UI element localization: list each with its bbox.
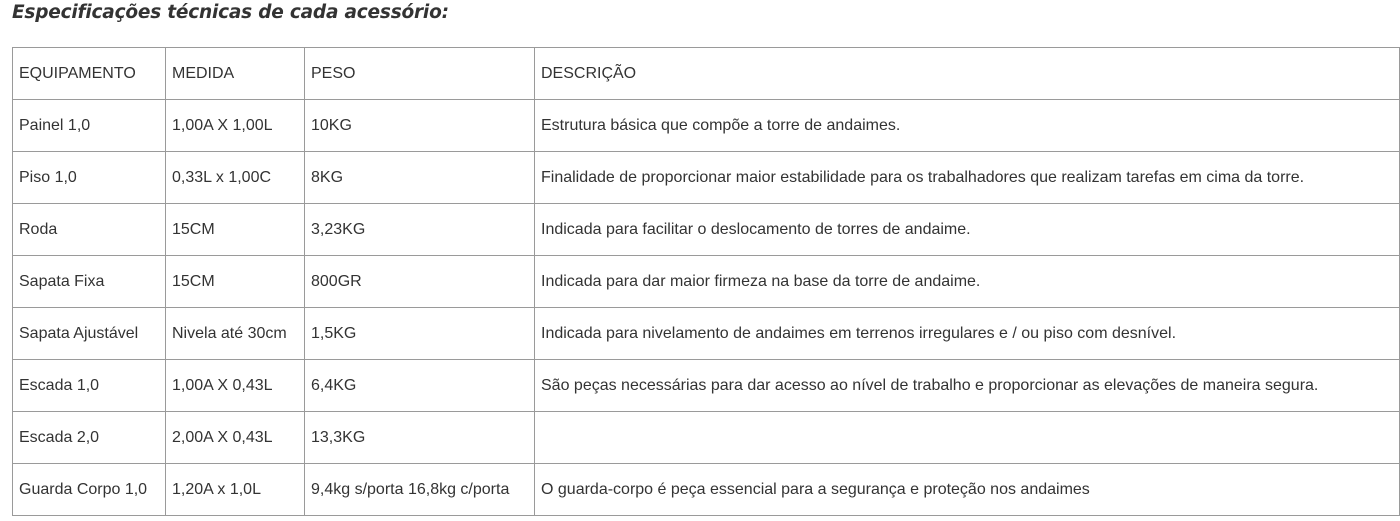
- table-body: [13, 48, 1400, 516]
- cell-peso: 10KG: [305, 100, 535, 152]
- cell-equipamento: Guarda Corpo 1,0: [13, 464, 166, 516]
- table-row: [13, 360, 1400, 412]
- table-row: [13, 100, 1400, 152]
- cell-descricao: Indicada para facilitar o deslocamento de torres de andaime.: [535, 204, 1400, 256]
- cell-equipamento: Piso 1,0: [13, 152, 166, 204]
- cell-medida: 1,00A X 0,43L: [166, 360, 305, 412]
- table-row: [13, 308, 1400, 360]
- cell-descricao: São peças necessárias para dar acesso ao nível de trabalho e proporcionar as elevações de maneira segura.: [535, 360, 1400, 412]
- cell-descricao: Estrutura básica que compõe a torre de andaimes.: [535, 100, 1400, 152]
- header-descricao: DESCRIÇÃO: [535, 48, 1400, 100]
- cell-medida: Nivela até 30cm: [166, 308, 305, 360]
- cell-medida: 2,00A X 0,43L: [166, 412, 305, 464]
- cell-peso: 9,4kg s/porta 16,8kg c/porta: [305, 464, 535, 516]
- table-row: [13, 412, 1400, 464]
- cell-equipamento: Sapata Ajustável: [13, 308, 166, 360]
- table-row: [13, 152, 1400, 204]
- cell-descricao: Finalidade de proporcionar maior estabilidade para os trabalhadores que realizam tarefas em cima da torre.: [535, 152, 1400, 204]
- section-heading: Especificações técnicas de cada acessório:: [12, 2, 449, 23]
- header-equipamento: EQUIPAMENTO: [13, 48, 166, 100]
- specifications-table: [12, 47, 1400, 516]
- cell-medida: 1,20A x 1,0L: [166, 464, 305, 516]
- cell-equipamento: Painel 1,0: [13, 100, 166, 152]
- cell-medida: 15CM: [166, 204, 305, 256]
- cell-peso: 8KG: [305, 152, 535, 204]
- cell-descricao: Indicada para nivelamento de andaimes em terrenos irregulares e / ou piso com desnível.: [535, 308, 1400, 360]
- cell-descricao: Indicada para dar maior firmeza na base da torre de andaime.: [535, 256, 1400, 308]
- header-peso: PESO: [305, 48, 535, 100]
- table-row: [13, 256, 1400, 308]
- cell-equipamento: Sapata Fixa: [13, 256, 166, 308]
- cell-peso: 13,3KG: [305, 412, 535, 464]
- cell-medida: 15CM: [166, 256, 305, 308]
- table-row: [13, 204, 1400, 256]
- cell-equipamento: Escada 2,0: [13, 412, 166, 464]
- cell-peso: 6,4KG: [305, 360, 535, 412]
- cell-peso: 3,23KG: [305, 204, 535, 256]
- cell-equipamento: Escada 1,0: [13, 360, 166, 412]
- cell-peso: 800GR: [305, 256, 535, 308]
- cell-medida: 0,33L x 1,00C: [166, 152, 305, 204]
- table-row: [13, 464, 1400, 516]
- cell-peso: 1,5KG: [305, 308, 535, 360]
- table-header-row: [13, 48, 1400, 100]
- cell-medida: 1,00A X 1,00L: [166, 100, 305, 152]
- cell-descricao: O guarda-corpo é peça essencial para a segurança e proteção nos andaimes: [535, 464, 1400, 516]
- cell-descricao: [535, 412, 1400, 464]
- cell-equipamento: Roda: [13, 204, 166, 256]
- header-medida: MEDIDA: [166, 48, 305, 100]
